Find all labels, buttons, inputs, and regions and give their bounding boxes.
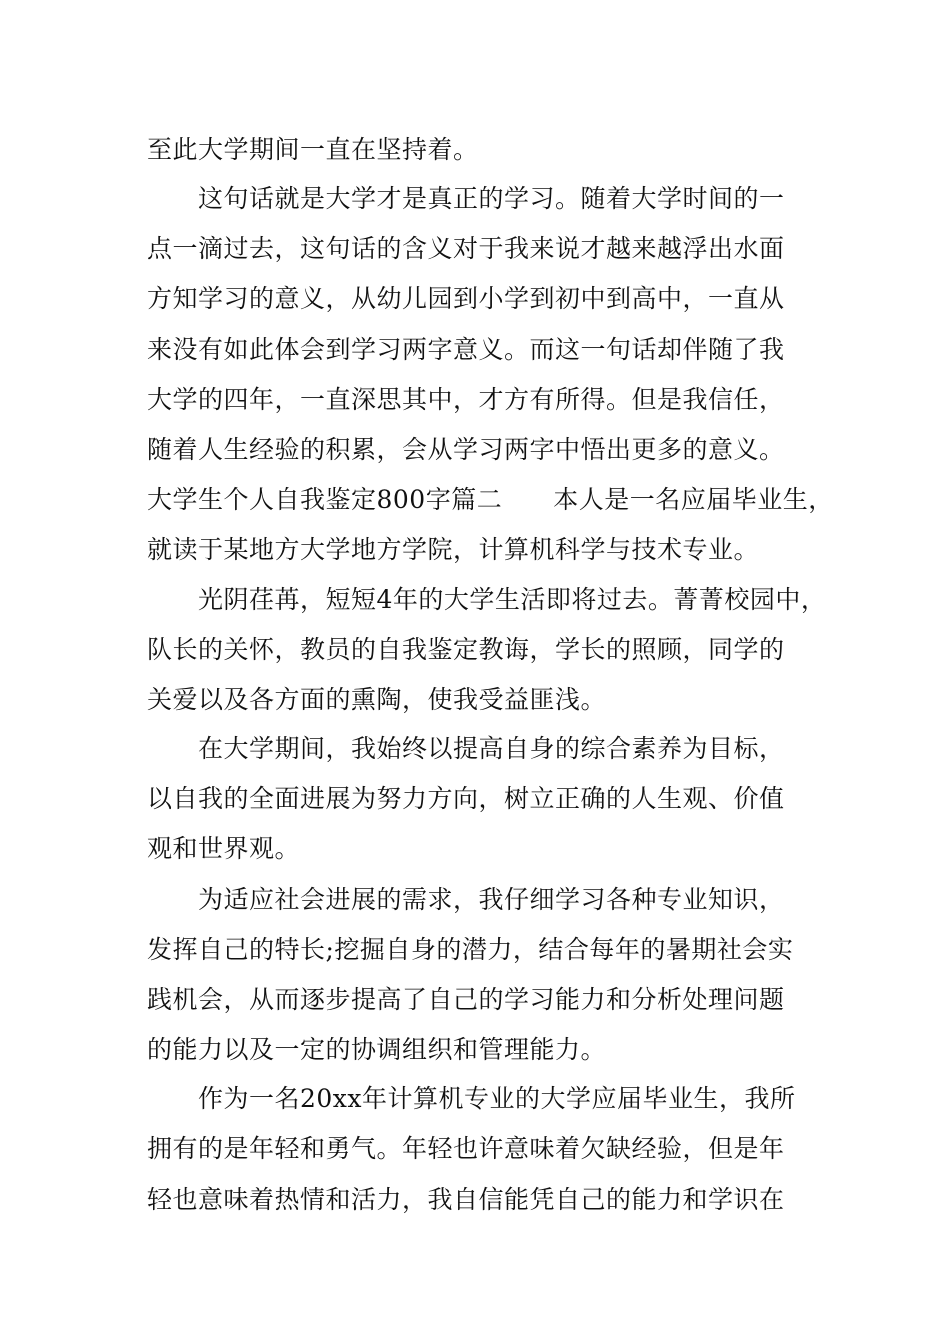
text-line: 随着人生经验的积累，会从学习两字中悟出更多的意义。 <box>147 435 785 464</box>
text-line: 观和世界观。 <box>147 834 301 863</box>
text-line: 就读于某地方大学地方学院，计算机科学与技术专业。 <box>147 535 760 564</box>
paragraph-start-line: 作为一名20xx年计算机专业的大学应届毕业生，我所 <box>198 1084 796 1113</box>
paragraph-start-line: 光阴荏苒，短短4年的大学生活即将过去。菁菁校园中， <box>198 585 827 614</box>
text-line: 的能力以及一定的协调组织和管理能力。 <box>147 1035 607 1064</box>
text-line: 来没有如此体会到学习两字意义。而这一句话却伴随了我 <box>147 335 785 364</box>
text-line: 轻也意味着热情和活力，我自信能凭自己的能力和学识在 <box>147 1185 785 1214</box>
paragraph-start-line: 为适应社会进展的需求，我仔细学习各种专业知识， <box>198 885 785 914</box>
text-line: 拥有的是年轻和勇气。年轻也许意味着欠缺经验，但是年 <box>147 1134 785 1163</box>
text-line: 方知学习的意义，从幼儿园到小学到初中到高中，一直从 <box>147 284 785 313</box>
text-line: 队长的关怀，教员的自我鉴定教诲，学长的照顾，同学的 <box>147 635 785 664</box>
section-heading-line: 大学生个人自我鉴定800字篇二 本人是一名应届毕业生， <box>147 485 834 514</box>
text-line: 关爱以及各方面的熏陶，使我受益匪浅。 <box>147 685 607 714</box>
text-line: 以自我的全面进展为努力方向，树立正确的人生观、价值 <box>147 784 785 813</box>
text-line: 至此大学期间一直在坚持着。 <box>147 135 479 164</box>
paragraph-start-line: 这句话就是大学才是真正的学习。随着大学时间的一 <box>198 184 785 213</box>
text-line: 践机会，从而逐步提高了自己的学习能力和分析处理问题 <box>147 985 785 1014</box>
text-line: 大学的四年，一直深思其中，才方有所得。但是我信任， <box>147 385 785 414</box>
paragraph-start-line: 在大学期间，我始终以提高自身的综合素养为目标， <box>198 734 785 763</box>
text-line: 点一滴过去，这句话的含义对于我来说才越来越浮出水面 <box>147 234 785 263</box>
text-line: 发挥自己的特长;挖掘自身的潜力，结合每年的暑期社会实 <box>147 935 794 964</box>
